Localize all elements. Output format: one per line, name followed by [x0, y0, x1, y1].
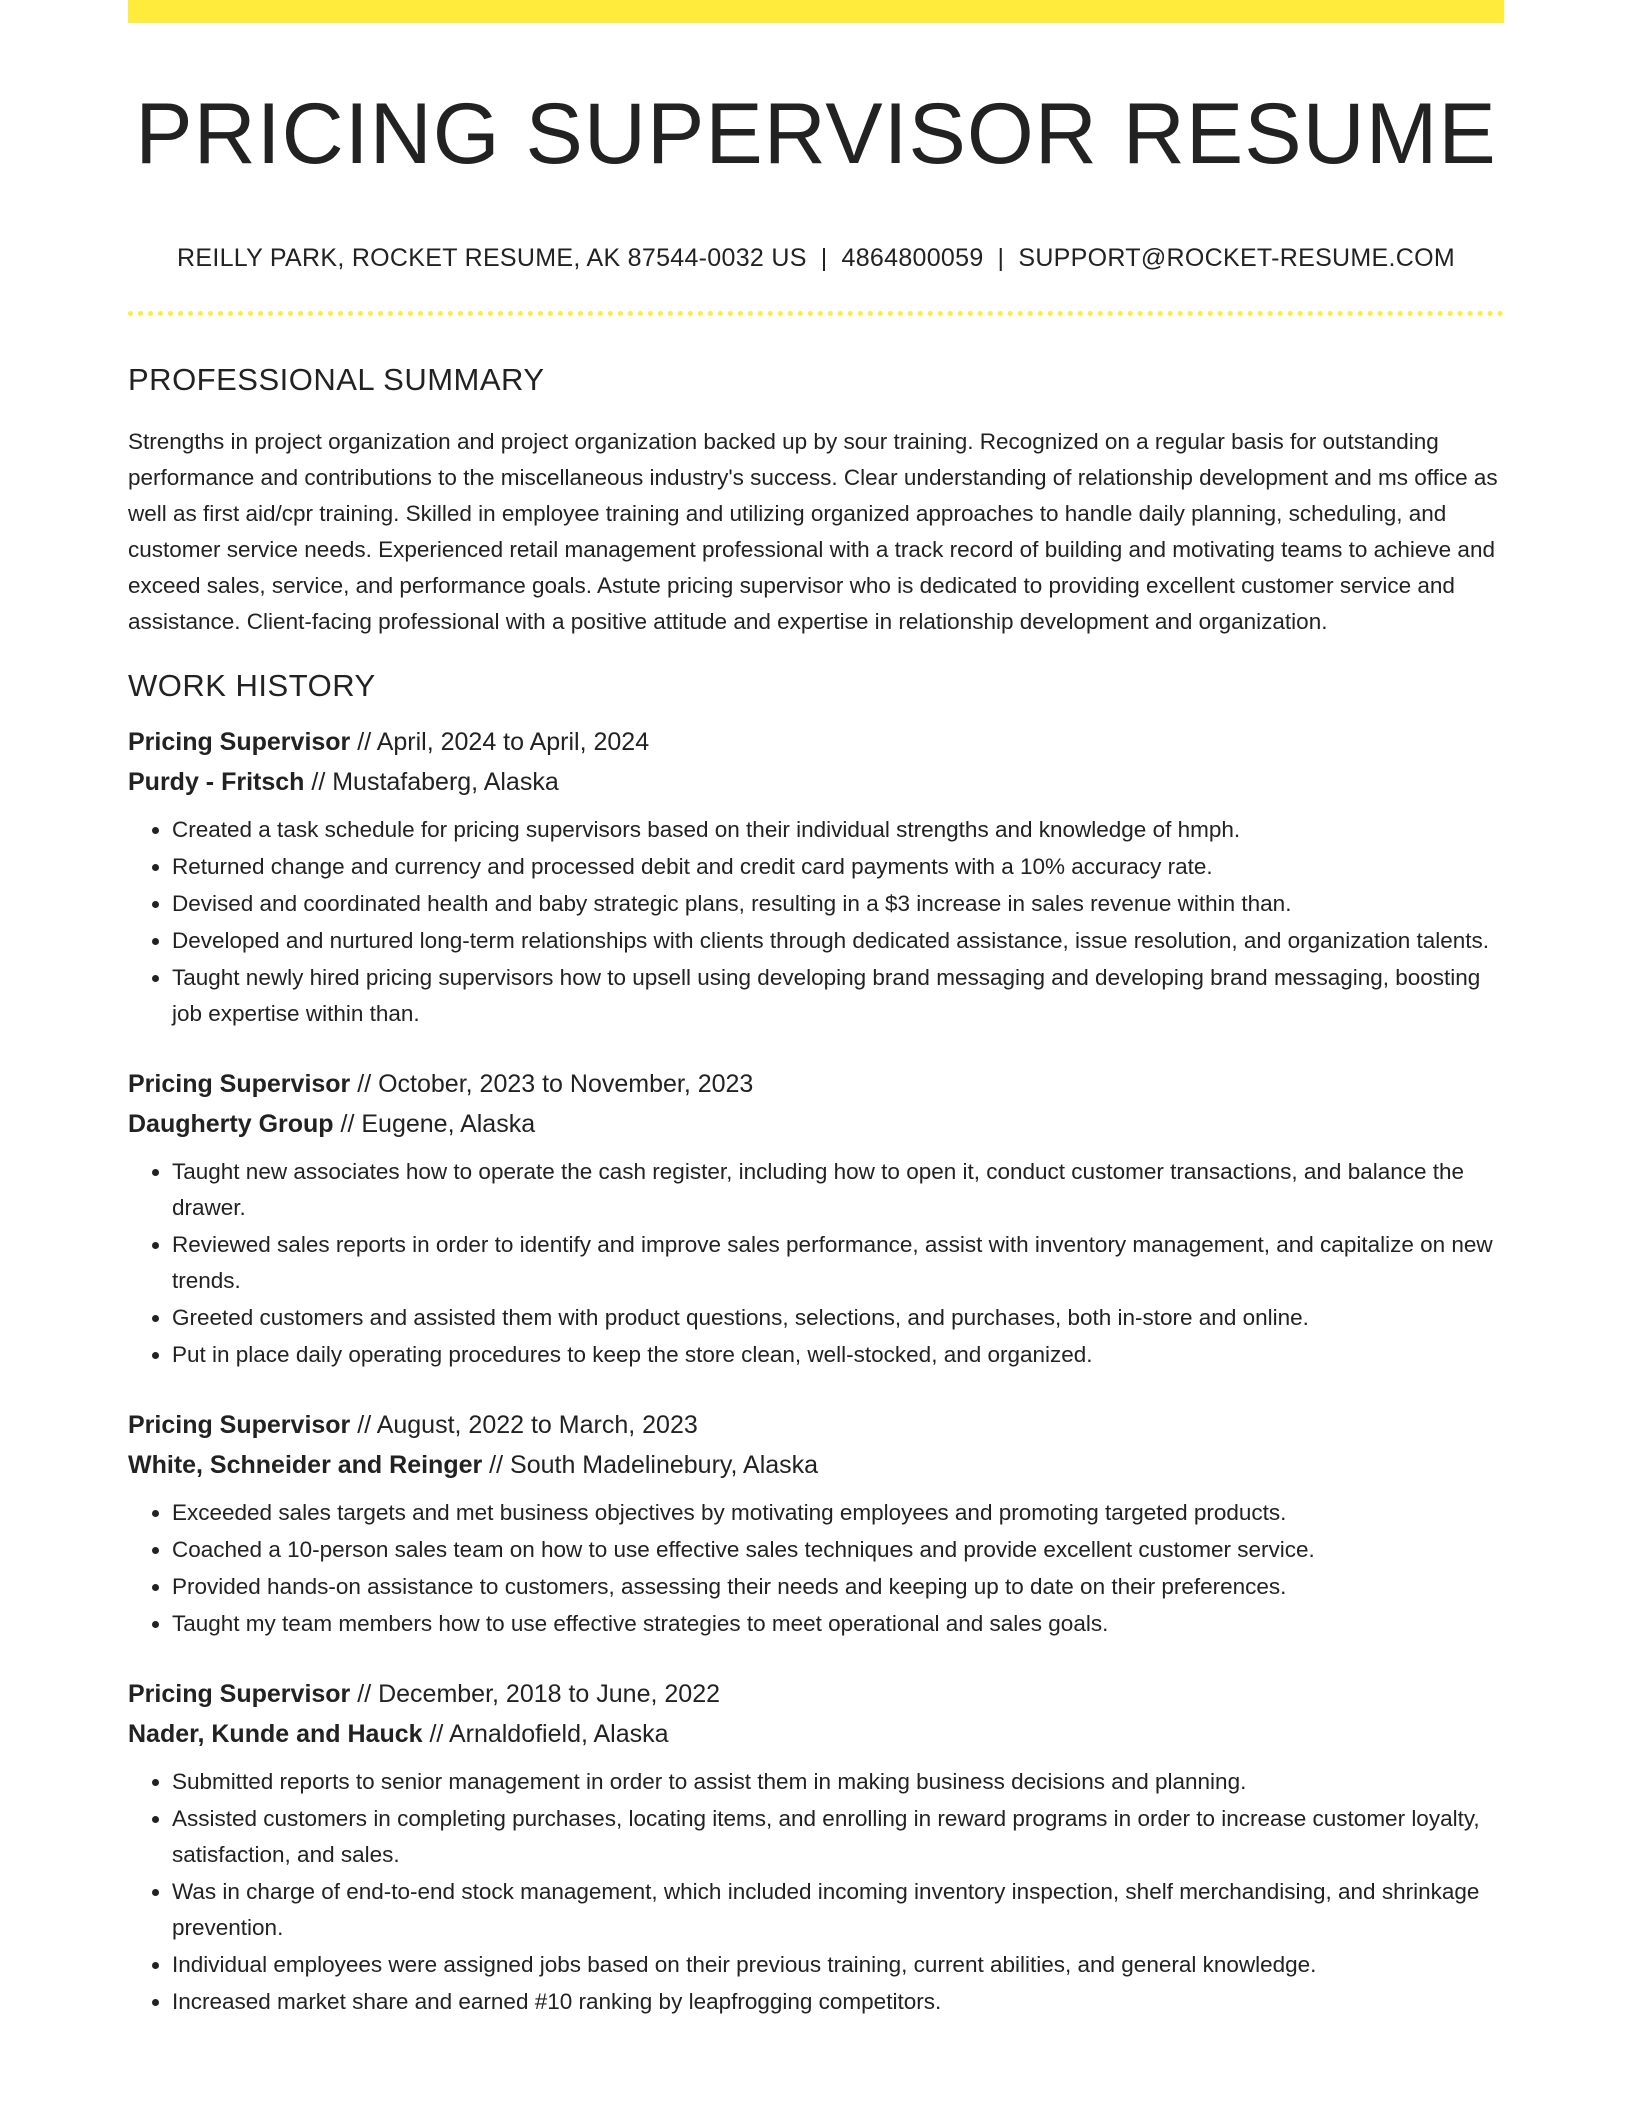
job-title: Pricing Supervisor	[128, 1070, 351, 1099]
job-separator: //	[482, 1451, 511, 1480]
job-company-line	[128, 1104, 1504, 1144]
job-company-line	[128, 762, 1504, 802]
work-history-list	[128, 722, 1504, 2020]
job-separator: //	[350, 1411, 377, 1440]
job-company: Purdy - Fritsch	[128, 768, 305, 797]
job-separator: //	[350, 1070, 379, 1099]
job-entry	[128, 1064, 1504, 1373]
job-bullet: • Was in charge of end-to-end stock management, which included incoming inventory inspection, shelf merchandising, and shrinkage prevention.	[172, 1874, 1504, 1946]
job-bullet: • Greeted customers and assisted them with product questions, selections, and purchases, both in-store and online.	[172, 1300, 1504, 1336]
job-bullet: • Individual employees were assigned jobs based on their previous training, current abilities, and general knowledge.	[172, 1947, 1504, 1983]
job-dates: April, 2024 to April, 2024	[376, 728, 650, 757]
job-bullet: • Taught new associates how to operate the cash register, including how to open it, conduct customer transactions, and balance the drawer.	[172, 1154, 1504, 1226]
job-bullet: • Put in place daily operating procedures to keep the store clean, well-stocked, and organized.	[172, 1337, 1504, 1373]
job-company: White, Schneider and Reinger	[128, 1451, 483, 1480]
job-title-line	[128, 1674, 1504, 1714]
work-history-heading: WORK HISTORY	[128, 668, 376, 704]
job-bullets	[128, 812, 1504, 1032]
summary-heading: PROFESSIONAL SUMMARY	[128, 362, 545, 398]
job-bullet: • Exceeded sales targets and met business objectives by motivating employees and promoting targeted products.	[172, 1495, 1504, 1531]
job-company: Nader, Kunde and Hauck	[128, 1720, 423, 1749]
job-dates: August, 2022 to March, 2023	[376, 1411, 698, 1440]
job-entry	[128, 1405, 1504, 1642]
job-location: Arnaldofield, Alaska	[448, 1720, 669, 1749]
job-bullet: • Taught my team members how to use effective strategies to meet operational and sales goals.	[172, 1606, 1504, 1642]
contact-address: REILLY PARK, ROCKET RESUME, AK 87544-0032 US	[177, 244, 807, 273]
job-company-line	[128, 1445, 1504, 1485]
job-bullet: • Coached a 10-person sales team on how to use effective sales techniques and provide excellent customer service.	[172, 1532, 1504, 1568]
job-bullet: • Developed and nurtured long-term relationships with clients through dedicated assistance, issue resolution, and organization talents.	[172, 923, 1504, 959]
job-dates: December, 2018 to June, 2022	[378, 1680, 721, 1709]
contact-line	[128, 244, 1504, 273]
job-bullet: • Reviewed sales reports in order to identify and improve sales performance, assist with inventory management, and capitalize on new trends.	[172, 1227, 1504, 1299]
job-separator: //	[350, 1680, 379, 1709]
top-accent-bar	[128, 0, 1504, 23]
job-dates: October, 2023 to November, 2023	[378, 1070, 754, 1099]
job-bullets	[128, 1764, 1504, 2020]
job-bullet: • Submitted reports to senior management in order to assist them in making business decisions and planning.	[172, 1764, 1504, 1800]
job-bullet: • Returned change and currency and processed debit and credit card payments with a 10% accuracy rate.	[172, 849, 1504, 885]
job-entry	[128, 722, 1504, 1032]
job-bullets	[128, 1495, 1504, 1642]
job-bullet: • Increased market share and earned #10 ranking by leapfrogging competitors.	[172, 1984, 1504, 2020]
summary-text: Strengths in project organization and project organization backed up by sour training. Recognized on a regular basis for outstanding performance and contributions to the miscellaneous industry's success. Clear understanding of relationship development and ms office as well as first aid/cpr training. Skilled in employee training and utilizing organized approaches to handle daily planning, scheduling, and customer service needs. Experienced retail management professional with a track record of building and motivating teams to achieve and exceed sales, service, and performance goals. Astute pricing supervisor who is dedicated to providing excellent customer service and assistance. Client-facing professional with a positive attitude and expertise in relationship development and organization.	[128, 429, 1498, 635]
job-location: South Madelinebury, Alaska	[510, 1451, 819, 1480]
job-company: Daugherty Group	[128, 1110, 334, 1139]
contact-email[interactable]: SUPPORT@ROCKET-RESUME.COM	[1018, 244, 1455, 273]
job-bullet: • Provided hands-on assistance to customers, assessing their needs and keeping up to date on their preferences.	[172, 1569, 1504, 1605]
resume-title: PRICING SUPERVISOR RESUME	[135, 86, 1497, 182]
job-bullet: • Devised and coordinated health and baby strategic plans, resulting in a $3 increase in sales revenue within than.	[172, 886, 1504, 922]
contact-separator: |	[997, 244, 1005, 273]
job-title: Pricing Supervisor	[128, 728, 351, 757]
job-separator: //	[350, 728, 377, 757]
job-bullet: • Created a task schedule for pricing supervisors based on their individual strengths and knowledge of hmph.	[172, 812, 1504, 848]
job-separator: //	[422, 1720, 449, 1749]
job-bullet: • Assisted customers in completing purchases, locating items, and enrolling in reward programs in order to increase customer loyalty, satisfaction, and sales.	[172, 1801, 1504, 1873]
job-title: Pricing Supervisor	[128, 1411, 351, 1440]
job-location: Mustafaberg, Alaska	[332, 768, 559, 797]
contact-phone: 4864800059	[841, 244, 984, 273]
job-separator: //	[333, 1110, 362, 1139]
job-title-line	[128, 722, 1504, 762]
job-title-line	[128, 1064, 1504, 1104]
job-entry	[128, 1674, 1504, 2020]
contact-separator: |	[820, 244, 828, 273]
job-company-line	[128, 1714, 1504, 1754]
job-title: Pricing Supervisor	[128, 1680, 351, 1709]
job-location: Eugene, Alaska	[361, 1110, 536, 1139]
job-title-line	[128, 1405, 1504, 1445]
job-separator: //	[304, 768, 333, 797]
job-bullets	[128, 1154, 1504, 1373]
resume-page	[128, 0, 1504, 2021]
dotted-divider	[128, 311, 1504, 316]
job-bullet: • Taught newly hired pricing supervisors how to upsell using developing brand messaging and developing brand messaging, boosting job expertise within than.	[172, 960, 1504, 1032]
